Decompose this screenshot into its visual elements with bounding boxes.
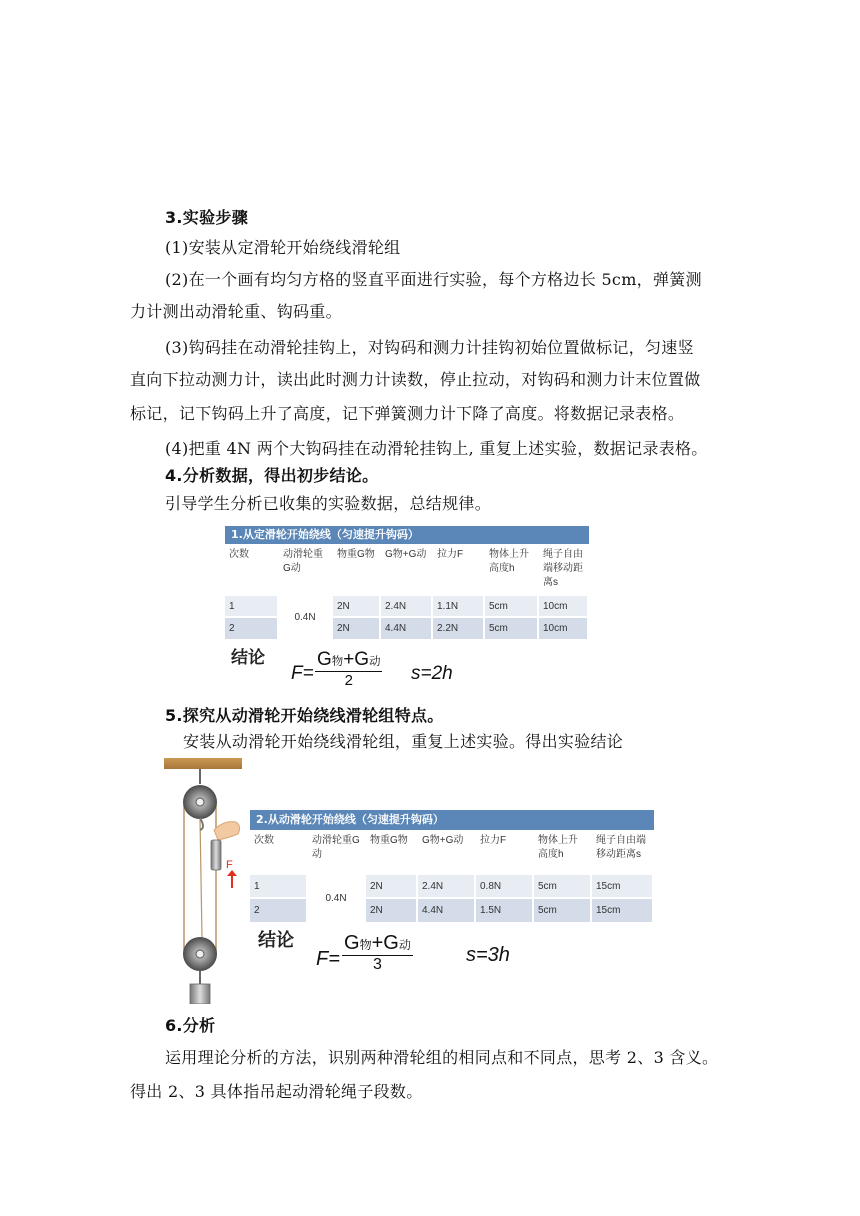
conclusion-2	[250, 922, 654, 994]
cell-sum-weight: 2.4N	[417, 874, 475, 898]
table-row	[225, 595, 588, 617]
table-1-title: 1.从定滑轮开始绕线（匀速提升钩码）	[225, 526, 589, 544]
cell-sum-weight: 4.4N	[417, 898, 475, 922]
cell-rise-height: 5cm	[533, 874, 591, 898]
cell-rise-height: 5cm	[484, 617, 538, 639]
header-rope-distance: 绳子自由端移动距离s	[538, 544, 588, 595]
formula-s: s=2h	[411, 663, 453, 684]
header-count: 次数	[225, 544, 278, 595]
formula-plus-g: +G	[371, 932, 399, 954]
cell-sum-weight: 2.4N	[380, 595, 432, 617]
cell-pull-force: 2.2N	[432, 617, 484, 639]
cell-pulley-weight: 0.4N	[278, 595, 332, 639]
section-3-heading: 3.实验步骤	[165, 208, 249, 227]
formula-g: G	[344, 932, 360, 954]
cell-object-weight: 2N	[365, 898, 417, 922]
step-3-text-line1: (3)钩码挂在动滑轮挂钩上，对钩码和测力计挂钩初始位置做标记，匀速竖	[165, 338, 694, 357]
wooden-beam	[164, 758, 242, 769]
step-2-text-line2: 力计测出动滑轮重、钩码重。	[130, 302, 342, 321]
section-5-heading: 5.探究从动滑轮开始绕线滑轮组特点。	[165, 706, 444, 725]
header-pulley-weight: 动滑轮重G动	[307, 830, 365, 874]
cell-count: 2	[250, 898, 307, 922]
cell-rope-distance: 10cm	[538, 595, 588, 617]
cell-rise-height: 5cm	[533, 898, 591, 922]
formula-sub-w: 物	[331, 656, 344, 668]
header-rise-height: 物体上升高度h	[484, 544, 538, 595]
cell-object-weight: 2N	[332, 595, 380, 617]
formula-denominator: 3	[372, 956, 382, 973]
cell-object-weight: 2N	[365, 874, 417, 898]
spring-scale	[211, 840, 221, 870]
hook-weight	[190, 984, 210, 1004]
table-2-figure	[250, 810, 654, 1001]
step-2-text-line1: (2)在一个画有均匀方格的竖直平面进行实验，每个方格边长 5cm，弹簧测	[165, 270, 702, 289]
header-pull-force: 拉力F	[475, 830, 533, 874]
section-4-heading: 4.分析数据，得出初步结论。	[165, 466, 379, 485]
step-3-text-line3: 标记，记下钩码上升了高度，记下弹簧测力计下降了高度。将数据记录表格。	[130, 404, 685, 423]
force-label: F	[226, 859, 233, 871]
cell-rope-distance: 15cm	[591, 874, 653, 898]
header-sum-weight: G物+G动	[417, 830, 475, 874]
cell-pull-force: 1.5N	[475, 898, 533, 922]
header-sum-weight: G物+G动	[380, 544, 432, 595]
cell-object-weight: 2N	[332, 617, 380, 639]
cell-count: 2	[225, 617, 278, 639]
formula-f: F=	[316, 948, 340, 970]
formula-f: F=	[291, 663, 314, 684]
step-1-text: (1)安装从定滑轮开始绕线滑轮组	[165, 238, 401, 257]
conclusion-label: 结论	[258, 930, 294, 951]
section-6-text-line2: 得出 2、3 具体指吊起动滑轮绳子段数。	[130, 1082, 423, 1101]
data-table-2	[250, 830, 654, 922]
rope-middle	[200, 818, 202, 938]
pulley-illustration	[162, 758, 244, 1004]
header-count: 次数	[250, 830, 307, 874]
section-5-text: 安装从动滑轮开始绕线滑轮组，重复上述实验。得出实验结论	[183, 732, 624, 751]
hand-image	[214, 822, 240, 840]
section-4-text: 引导学生分析已收集的实验数据，总结规律。	[165, 494, 492, 513]
section-6-heading: 6.分析	[165, 1016, 216, 1035]
header-pull-force: 拉力F	[432, 544, 484, 595]
cell-sum-weight: 4.4N	[380, 617, 432, 639]
fixed-pulley-axle	[196, 798, 204, 806]
cell-rope-distance: 10cm	[538, 617, 588, 639]
formula-fraction	[342, 932, 413, 974]
header-object-weight: 物重G物	[365, 830, 417, 874]
movable-pulley-axle	[196, 950, 204, 958]
formula-sub-d: 动	[369, 656, 381, 668]
conclusion-1	[225, 639, 589, 694]
header-object-weight: 物重G物	[332, 544, 380, 595]
table-2-title: 2.从动滑轮开始绕线（匀速提升钩码）	[250, 810, 654, 830]
header-rise-height: 物体上升高度h	[533, 830, 591, 874]
cell-pulley-weight: 0.4N	[307, 874, 365, 922]
cell-rise-height: 5cm	[484, 595, 538, 617]
formula-sub-w: 物	[359, 938, 372, 952]
table-1-figure	[225, 526, 589, 694]
step-3-text-line2: 直向下拉动测力计，读出此时测力计读数，停止拉动，对钩码和测力计末位置做	[130, 370, 701, 389]
header-pulley-weight: 动滑轮重G动	[278, 544, 332, 595]
header-rope-distance: 绳子自由端移动距离s	[591, 830, 653, 874]
formula-g: G	[317, 649, 332, 670]
formula-sub-d: 动	[398, 938, 411, 952]
force-arrow-icon	[227, 870, 237, 888]
cell-rope-distance: 15cm	[591, 898, 653, 922]
table-row	[250, 874, 653, 898]
data-table-1	[225, 544, 589, 639]
cell-count: 1	[225, 595, 278, 617]
formula-s: s=3h	[466, 944, 510, 966]
formula-denominator: 2	[344, 672, 353, 689]
formula-plus-g: +G	[343, 649, 370, 670]
cell-pull-force: 1.1N	[432, 595, 484, 617]
cell-count: 1	[250, 874, 307, 898]
step-4-text: (4)把重 4N 两个大钩码挂在动滑轮挂钩上, 重复上述实验，数据记录表格。	[165, 439, 708, 458]
conclusion-label: 结论	[231, 648, 265, 668]
formula-fraction	[315, 649, 382, 689]
cell-pull-force: 0.8N	[475, 874, 533, 898]
section-6-text-line1: 运用理论分析的方法，识别两种滑轮组的相同点和不同点，思考 2、3 含义。	[165, 1048, 719, 1067]
